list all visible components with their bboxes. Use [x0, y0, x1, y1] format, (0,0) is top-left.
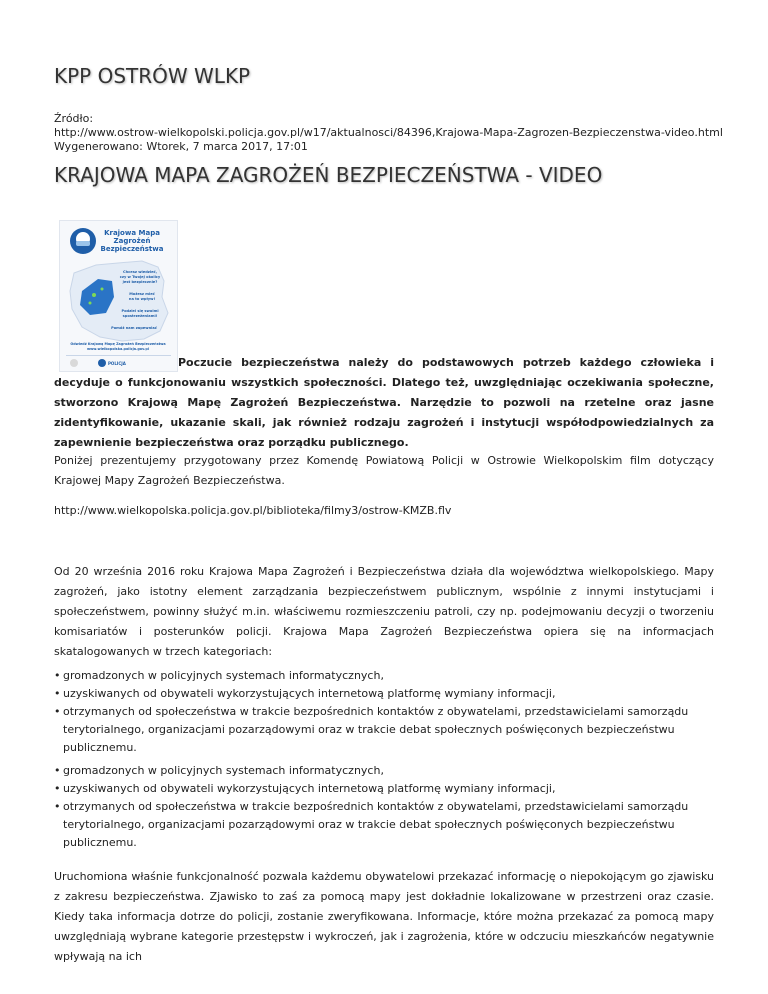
lead-paragraph: [54, 353, 714, 453]
list-item: • uzyskiwanych od obywateli wykorzystujących internetową platformę wymiany informacji,: [54, 780, 714, 798]
poster-title-3: Bezpieczeństwa: [100, 245, 164, 253]
police-logo-text: POLICJA: [108, 361, 126, 366]
list-item: • otrzymanych od społeczeństwa w trakcie bezpośrednich kontaktów z obywatelami, przedstawicielami samorządu terytorialnego, organizacjami pozarządowymi oraz w trakcie debat społecznych poświęconych bezpieczeństwu publicznemu.: [54, 703, 714, 757]
list-item: • otrzymanych od społeczeństwa w trakcie bezpośrednich kontaktów z obywatelami, przedstawicielami samorządu terytorialnego, organizacjami pozarządowymi oraz w trakcie debat społecznych poświęconych bezpieczeństwu publicznemu.: [54, 798, 714, 852]
source-meta: [54, 112, 723, 154]
site-title: KPP OSTRÓW WLKP: [54, 64, 251, 88]
poster-image: [59, 220, 178, 372]
svg-text:Pomóż nam zapewniać: Pomóż nam zapewniać: [111, 326, 157, 330]
svg-text:Chcesz wiedzieć,: Chcesz wiedzieć,: [122, 270, 158, 274]
categories-paragraph: Od 20 września 2016 roku Krajowa Mapa Zagrożeń i Bezpieczeństwa działa dla województwa wielkopolskiego. Mapy zagrożeń, jako istotny element zarządzania bezpieczeństwem publicznym, wspólnie z innymi instytucjami i społeczeństwem, powinny służyć m.in. właściwemu rozmieszczeniu patroli, czy np. podejmowaniu decyzji o tworzeniu komisariatów i posterunków policji. Krajowa Mapa Zagrożeń Bezpieczeństwa opiera się na informacjach skatalogowanych w trzech kategoriach:: [54, 565, 714, 658]
source-label: Źródło:: [54, 112, 94, 125]
intro-paragraph: Poniżej prezentujemy przygotowany przez Komendę Powiatową Policji w Ostrowie Wielkopolskim film dotyczący Krajowej Mapy Zagrożeń Bezpieczeństwa.: [54, 454, 714, 487]
list-item: • gromadzonych w policyjnych systemach informatycznych,: [54, 762, 714, 780]
categories-list: [54, 667, 714, 757]
list-item: • uzyskiwanych od obywateli wykorzystujących internetową platformę wymiany informacji,: [54, 685, 714, 703]
generated-date: Wygenerowano: Wtorek, 7 marca 2017, 17:01: [54, 140, 308, 153]
svg-text:Możesz mieć: Możesz mieć: [129, 292, 155, 296]
functionality-paragraph: Uruchomiona właśnie funkcjonalność pozwala każdemu obywatelowi przekazać informację o niepokojącym go zjawisku z zakresu bezpieczeństwa. Zjawisko to zaś za pomocą mapy jest dokładnie lokalizowane w przestrzeni oraz czasie. Kiedy taka informacja dotrze do policji, zostanie zweryfikowana. Informacje, które można przekazać za pomocą mapy uwzględniają wybrane kategorie przestępstw i wykroczeń, jak i zagrożenia, które w odczuciu mieszkańców negatywnie wpływają na ich: [54, 870, 714, 963]
svg-text:Podziel się swoimi: Podziel się swoimi: [121, 309, 159, 313]
svg-text:spostrzeżeniami!: spostrzeżeniami!: [122, 314, 158, 318]
list-item: • gromadzonych w policyjnych systemach informatycznych,: [54, 667, 714, 685]
svg-text:na to wpływ!: na to wpływ!: [128, 297, 156, 301]
categories-list-repeat: [54, 762, 714, 852]
poster-title-2: Zagrożeń: [113, 237, 151, 245]
article-headline: KRAJOWA MAPA ZAGROŻEŃ BEZPIECZEŃSTWA - VIDEO: [54, 163, 603, 187]
poster-title-1: Krajowa Mapa: [104, 229, 160, 237]
svg-text:czy w Twojej okolicy: czy w Twojej okolicy: [119, 275, 161, 279]
source-url[interactable]: http://www.ostrow-wielkopolski.policja.gov.pl/w17/aktualnosci/84396,Krajowa-Mapa-Zagrozen-Bezpieczenstwa-video.html: [54, 126, 723, 139]
video-link[interactable]: http://www.wielkopolska.policja.gov.pl/biblioteka/filmy3/ostrow-KMZB.flv: [54, 504, 452, 517]
poster-graphic: [60, 221, 177, 371]
svg-text:www.wielkopolska.policja.gov.p: www.wielkopolska.policja.gov.pl: [87, 347, 149, 351]
svg-text:jest bezpiecznie?: jest bezpiecznie?: [122, 280, 158, 284]
svg-text:Odwiedź Krajową Mapę Zagrożeń: Odwiedź Krajową Mapę Zagrożeń Bezpieczeństwa: [70, 342, 166, 346]
lead-text: Poczucie bezpieczeństwa należy do podstawowych potrzeb każdego człowieka i decyduje o funkcjonowaniu wszystkich społeczności. Dlatego też, uwzględniając oczekiwania społeczne, stworzono Krajową Mapę Zagrożeń Bezpieczeństwa. Narzędzie to pozwoli na rzetelne oraz jasne zidentyfikowanie, ukazanie skali, jak również rodzaju zagrożeń i instytucji współodpowiedzialnych za zapewnienie bezpieczeństwa oraz porządku publicznego.: [54, 356, 714, 449]
